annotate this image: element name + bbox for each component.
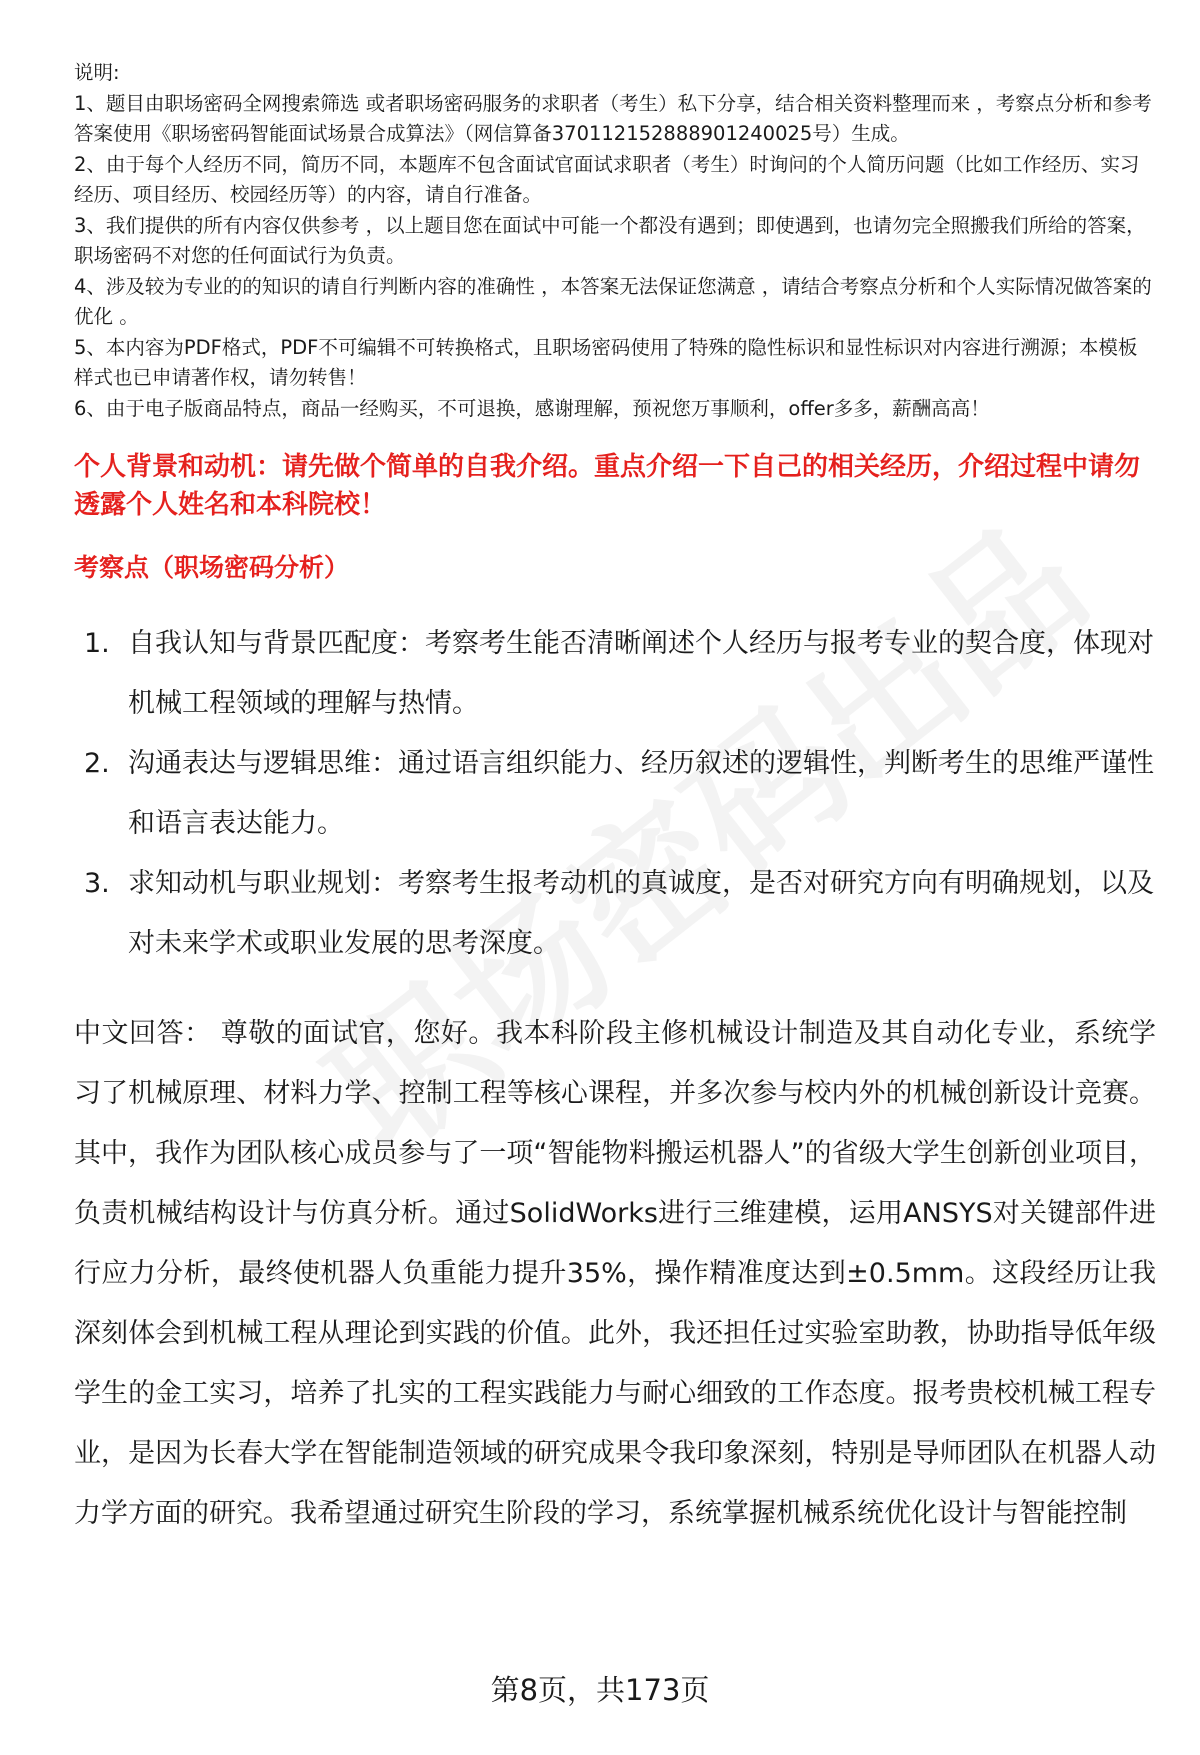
- page-number: 第8页，共173页: [490, 1673, 710, 1707]
- point-text: 沟通表达与逻辑思维：通过语言组织能力、经历叙述的逻辑性，判断考生的思维严谨性和语言表达能力。: [128, 748, 1154, 839]
- note-item: 6、由于电子版商品特点，商品一经购买，不可退换，感谢理解，预祝您万事顺利，offer多多，薪酬高高！: [74, 396, 990, 420]
- point-number: 3.: [84, 868, 110, 899]
- analysis-points: [74, 614, 1156, 974]
- document-page: [74, 58, 1156, 1544]
- point-text: 自我认知与背景匹配度：考察考生能否清晰阐述个人经历与报考专业的契合度，体现对机械工程领域的理解与热情。: [128, 628, 1154, 719]
- analysis-title: 考察点（职场密码分析）: [74, 553, 350, 582]
- analysis-point: [74, 734, 1156, 854]
- point-number: 1.: [84, 628, 110, 659]
- point-number: 2.: [84, 748, 110, 779]
- question-heading: 个人背景和动机：请先做个简单的自我介绍。重点介绍一下自己的相关经历，介绍过程中请勿透露个人姓名和本科院校！: [74, 452, 1141, 520]
- note-item: 5、本内容为PDF格式，PDF不可编辑不可转换格式，且职场密码使用了特殊的隐性标识和显性标识对内容进行溯源；本模板样式也已申请著作权，请勿转售！: [74, 335, 1138, 389]
- analysis-point: [74, 614, 1156, 734]
- note-item: 4、涉及较为专业的的知识的请自行判断内容的准确性 ，本答案无法保证您满意 ，请结合考察点分析和个人实际情况做答案的优化 。: [74, 274, 1152, 328]
- analysis-point: [74, 854, 1156, 974]
- note-item: 3、我们提供的所有内容仅供参考 ，以上题目您在面试中可能一个都没有遇到；即使遇到，也请勿完全照搬我们所给的答案，职场密码不对您的任何面试行为负责。: [74, 213, 1146, 267]
- answer-paragraph: 中文回答： 尊敬的面试官，您好。我本科阶段主修机械设计制造及其自动化专业，系统学习了机械原理、材料力学、控制工程等核心课程，并多次参与校内外的机械创新设计竞赛。其中，我作为团队核心成员参与了一项“智能物料搬运机器人”的省级大学生创新创业项目，负责机械结构设计与仿真分析。通过SolidWorks进行三维建模，运用ANSYS对关键部件进行应力分析，最终使机器人负重能力提升35%，操作精准度达到±0.5mm。这段经历让我深刻体会到机械工程从理论到实践的价值。此外，我还担任过实验室助教，协助指导低年级学生的金工实习，培养了扎实的工程实践能力与耐心细致的工作态度。报考贵校机械工程专业，是因为长春大学在智能制造领域的研究成果令我印象深刻，特别是导师团队在机器人动力学方面的研究。我希望通过研究生阶段的学习，系统掌握机械系统优化设计与智能控制: [74, 1018, 1156, 1529]
- point-text: 求知动机与职业规划：考察考生报考动机的真诚度，是否对研究方向有明确规划，以及对未来学术或职业发展的思考深度。: [128, 868, 1154, 959]
- notes-title: 说明:: [74, 61, 120, 84]
- notes-section: [74, 58, 1156, 424]
- note-item: 2、由于每个人经历不同，简历不同，本题库不包含面试官面试求职者（考生）时询问的个人简历问题（比如工作经历、实习经历、项目经历、校园经历等）的内容，请自行准备。: [74, 152, 1140, 206]
- note-item: 1、题目由职场密码全网搜索筛选 或者职场密码服务的求职者（考生）私下分享，结合相关资料整理而来 ，考察点分析和参考答案使用《职场密码智能面试场景合成算法》（网信算备370112152888901240025号）生成。: [74, 91, 1152, 145]
